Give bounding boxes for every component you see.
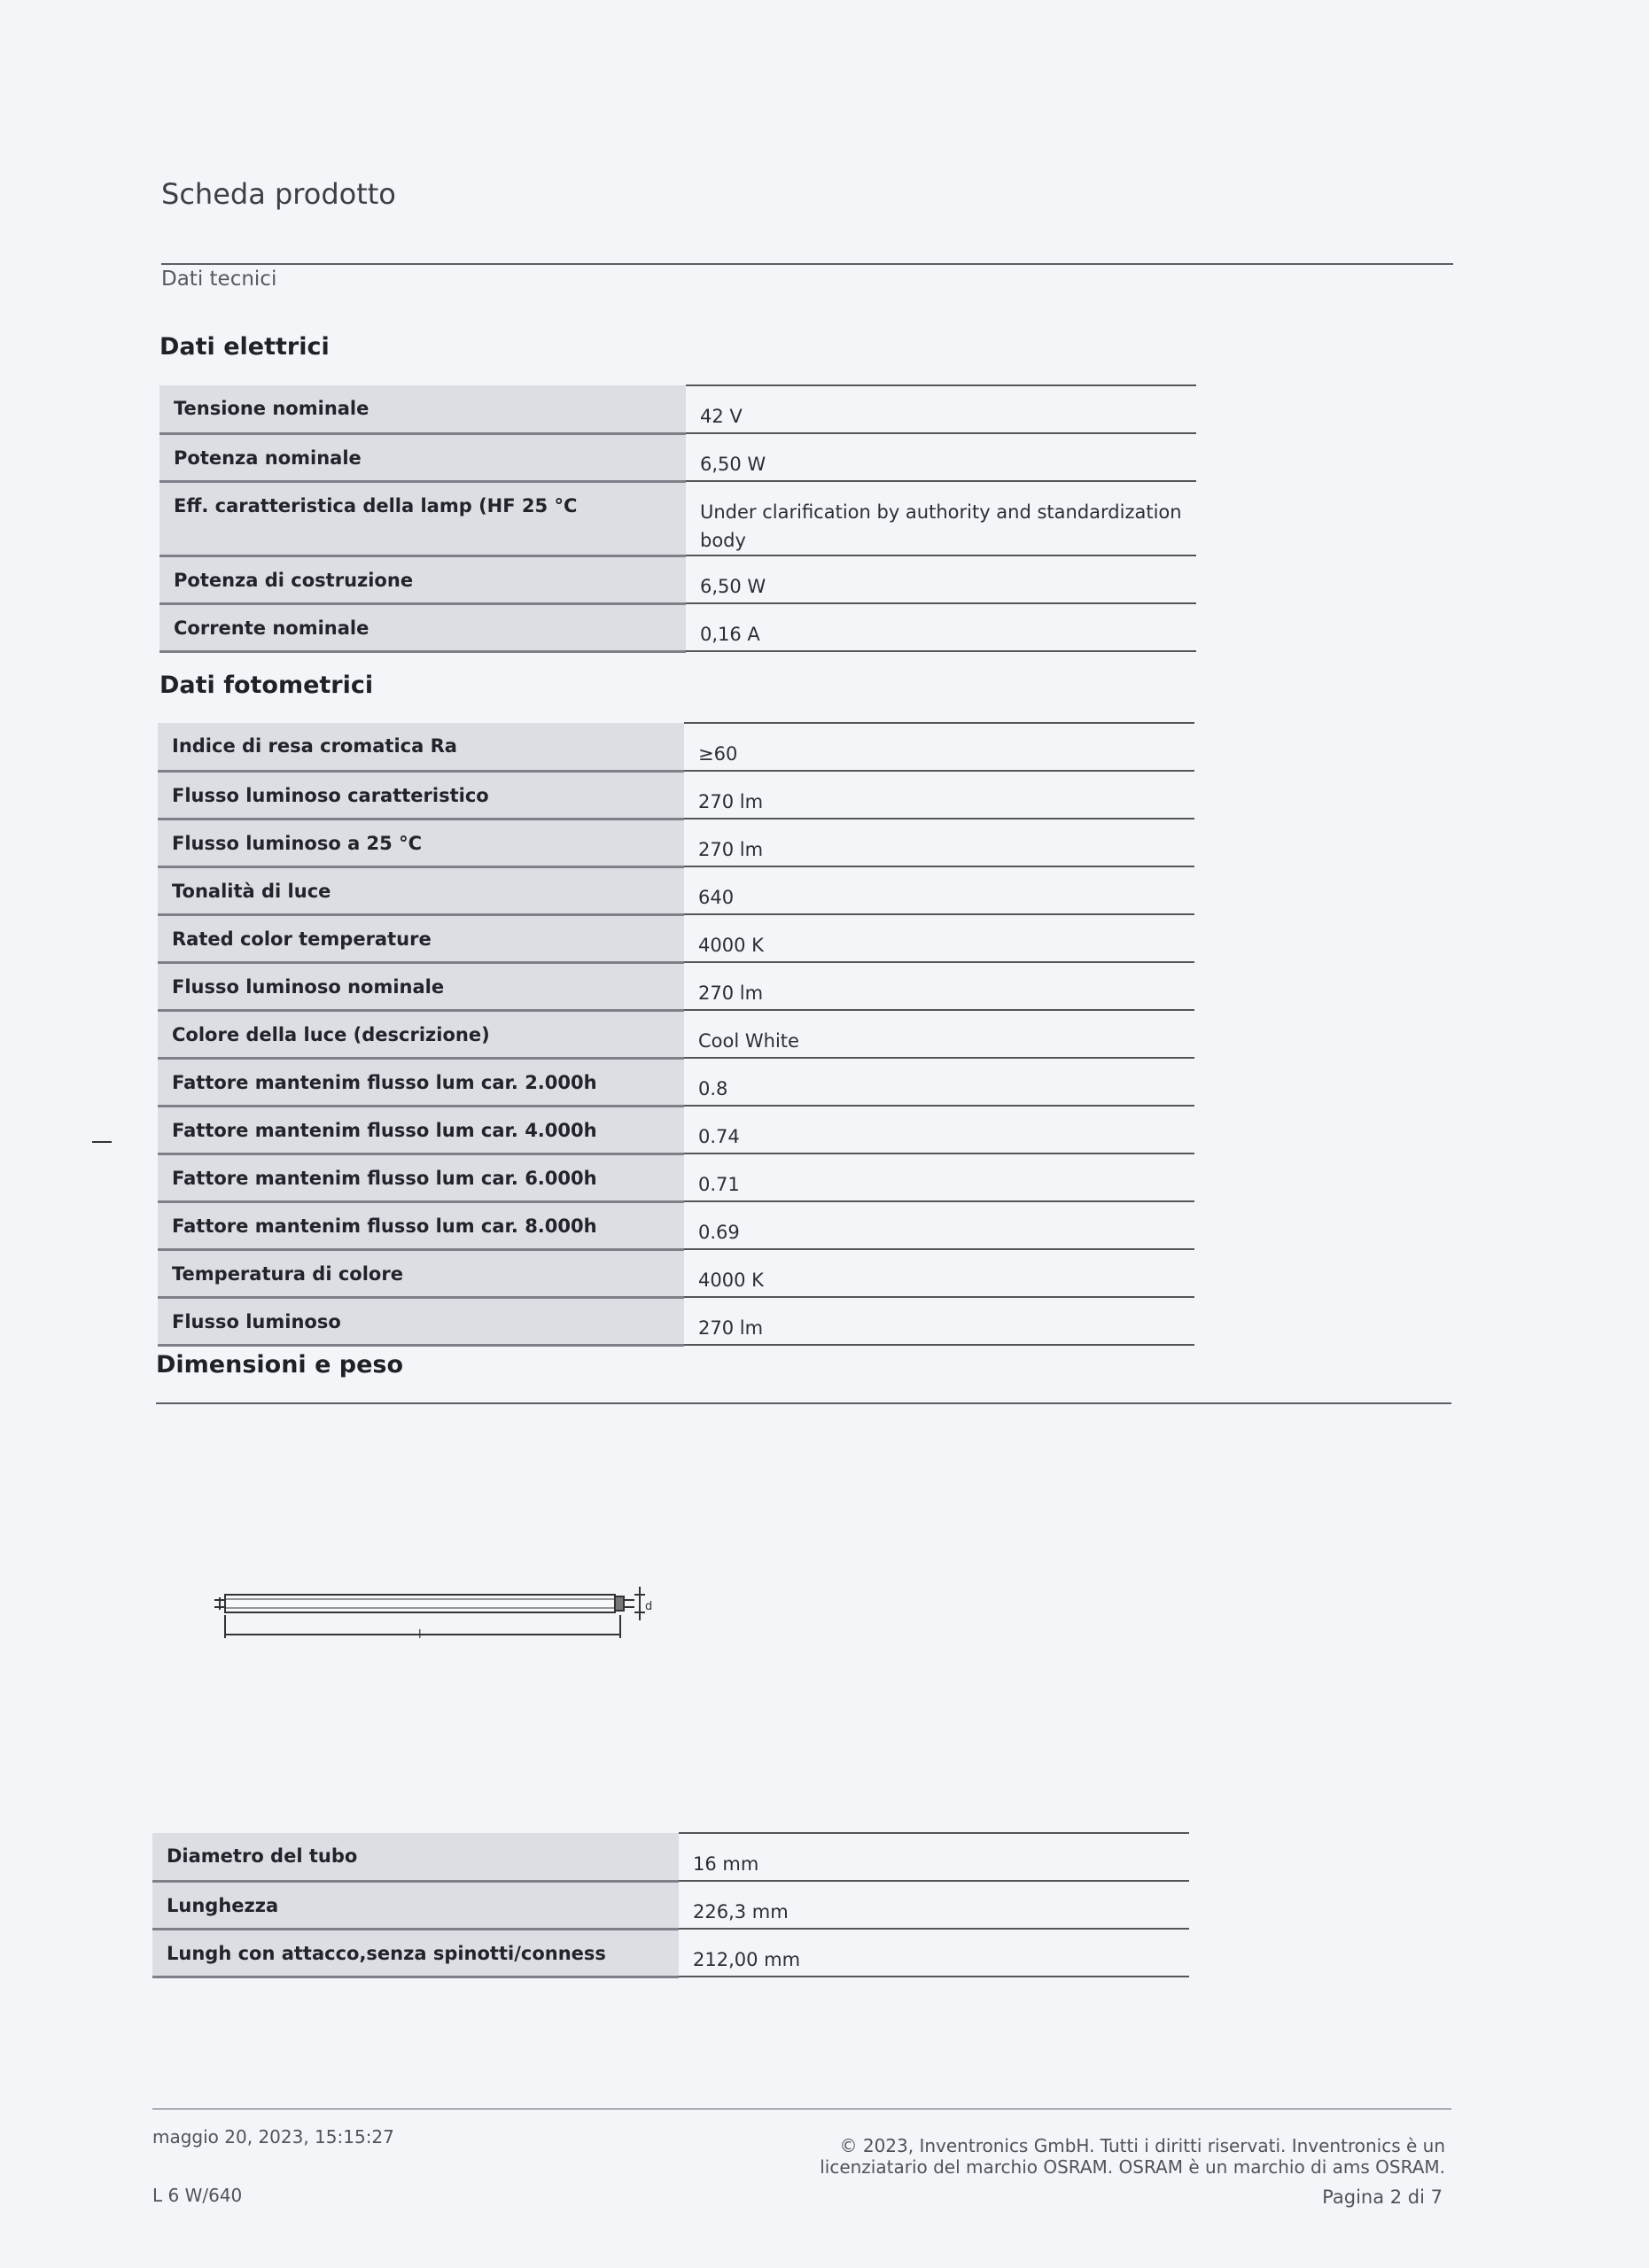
spec-label: Lungh con attacco,senza spinotti/conness: [152, 1929, 679, 1977]
spec-row: [158, 1201, 1194, 1249]
spec-label: Potenza di costruzione: [159, 555, 686, 603]
tube-dimension-drawing: [213, 1581, 673, 1652]
length-dimension-line: [225, 1615, 620, 1638]
dimensions-divider: [156, 1402, 1451, 1404]
spec-row: [158, 1010, 1194, 1058]
spec-row: [158, 866, 1194, 914]
spec-label: Indice di resa cromatica Ra: [158, 723, 684, 771]
spec-value: 270 lm: [684, 1297, 1194, 1345]
spec-label: Eff. caratteristica della lamp (HF 25 °C: [159, 481, 686, 555]
spec-row: [159, 385, 1196, 433]
footer-page-number: Pagina 2 di 7: [1322, 2186, 1443, 2208]
spec-label: Fattore mantenim flusso lum car. 4.000h: [158, 1106, 684, 1153]
spec-value: 212,00 mm: [679, 1929, 1189, 1977]
spec-value: 4000 K: [684, 914, 1194, 962]
spec-value: Cool White: [684, 1010, 1194, 1058]
section-title-dimensions: Dimensioni e peso: [156, 1351, 404, 1379]
spec-value: 42 V: [686, 385, 1196, 433]
spec-value: 0.8: [684, 1058, 1194, 1106]
spec-label: Flusso luminoso caratteristico: [158, 771, 684, 819]
spec-value: 0.74: [684, 1106, 1194, 1153]
spec-value: 16 mm: [679, 1833, 1189, 1881]
spec-row: [159, 433, 1196, 481]
spec-row: [158, 819, 1194, 866]
spec-row: [158, 962, 1194, 1010]
spec-label: Corrente nominale: [159, 603, 686, 651]
spec-value: ≥60: [684, 723, 1194, 771]
spec-row: [158, 723, 1194, 771]
spec-row: [158, 1249, 1194, 1297]
spec-value: 0.69: [684, 1201, 1194, 1249]
document-title: Scheda prodotto: [161, 177, 396, 211]
spec-row: [159, 555, 1196, 603]
spec-row: [152, 1833, 1189, 1881]
spec-value: Under clarification by authority and standardization body: [686, 481, 1196, 555]
spec-label: Tensione nominale: [159, 385, 686, 433]
spec-row: [158, 1153, 1194, 1201]
spec-row: [158, 1106, 1194, 1153]
spec-label: Colore della luce (descrizione): [158, 1010, 684, 1058]
spec-label: Fattore mantenim flusso lum car. 8.000h: [158, 1201, 684, 1249]
header-divider: [161, 263, 1453, 265]
spec-row: [152, 1881, 1189, 1929]
spec-value: 270 lm: [684, 819, 1194, 866]
spec-value: 0,16 A: [686, 603, 1196, 651]
spec-label: Fattore mantenim flusso lum car. 2.000h: [158, 1058, 684, 1106]
section-title-photometric: Dati fotometrici: [159, 672, 374, 699]
footer-copyright: © 2023, Inventronics GmbH. Tutti i diritti riservati. Inventronics è un licenziatario del marchio OSRAM. OSRAM è un marchio di ams OSRAM.: [820, 2135, 1445, 2178]
spec-row: [158, 914, 1194, 962]
spec-row: [158, 771, 1194, 819]
spec-row: [159, 481, 1196, 555]
spec-label: Diametro del tubo: [152, 1833, 679, 1881]
photometric-data-table: [158, 722, 1194, 1347]
spec-label: Potenza nominale: [159, 433, 686, 481]
photometric-rows: [158, 723, 1194, 1345]
spec-value: 6,50 W: [686, 555, 1196, 603]
spec-label: Lunghezza: [152, 1881, 679, 1929]
section-title-electrical: Dati elettrici: [159, 333, 330, 361]
spec-value: 226,3 mm: [679, 1881, 1189, 1929]
spec-value: 640: [684, 866, 1194, 914]
length-label: l: [418, 1628, 422, 1642]
spec-row: [152, 1929, 1189, 1977]
spec-label: Tonalità di luce: [158, 866, 684, 914]
diameter-label: d: [645, 1600, 653, 1613]
spec-label: Temperatura di colore: [158, 1249, 684, 1297]
footer-product-code: L 6 W/640: [152, 2185, 243, 2206]
spec-value: 4000 K: [684, 1249, 1194, 1297]
dimensions-data-table: [152, 1832, 1189, 1978]
margin-mark: [92, 1141, 112, 1143]
spec-label: Flusso luminoso a 25 °C: [158, 819, 684, 866]
footer-timestamp: maggio 20, 2023, 15:15:27: [152, 2126, 394, 2148]
dimensions-rows: [152, 1833, 1189, 1977]
spec-label: Flusso luminoso nominale: [158, 962, 684, 1010]
spec-value: 0.71: [684, 1153, 1194, 1201]
spec-row: [159, 603, 1196, 651]
spec-label: Rated color temperature: [158, 914, 684, 962]
spec-row: [158, 1297, 1194, 1345]
spec-value: 270 lm: [684, 771, 1194, 819]
spec-row: [158, 1058, 1194, 1106]
spec-label: Flusso luminoso: [158, 1297, 684, 1345]
document-subtitle: Dati tecnici: [161, 268, 277, 291]
spec-label: Fattore mantenim flusso lum car. 6.000h: [158, 1153, 684, 1201]
tube-lamp-shape: [214, 1587, 645, 1620]
spec-value: 270 lm: [684, 962, 1194, 1010]
spec-value: 6,50 W: [686, 433, 1196, 481]
electrical-rows: [159, 385, 1196, 651]
electrical-data-table: [159, 384, 1196, 653]
